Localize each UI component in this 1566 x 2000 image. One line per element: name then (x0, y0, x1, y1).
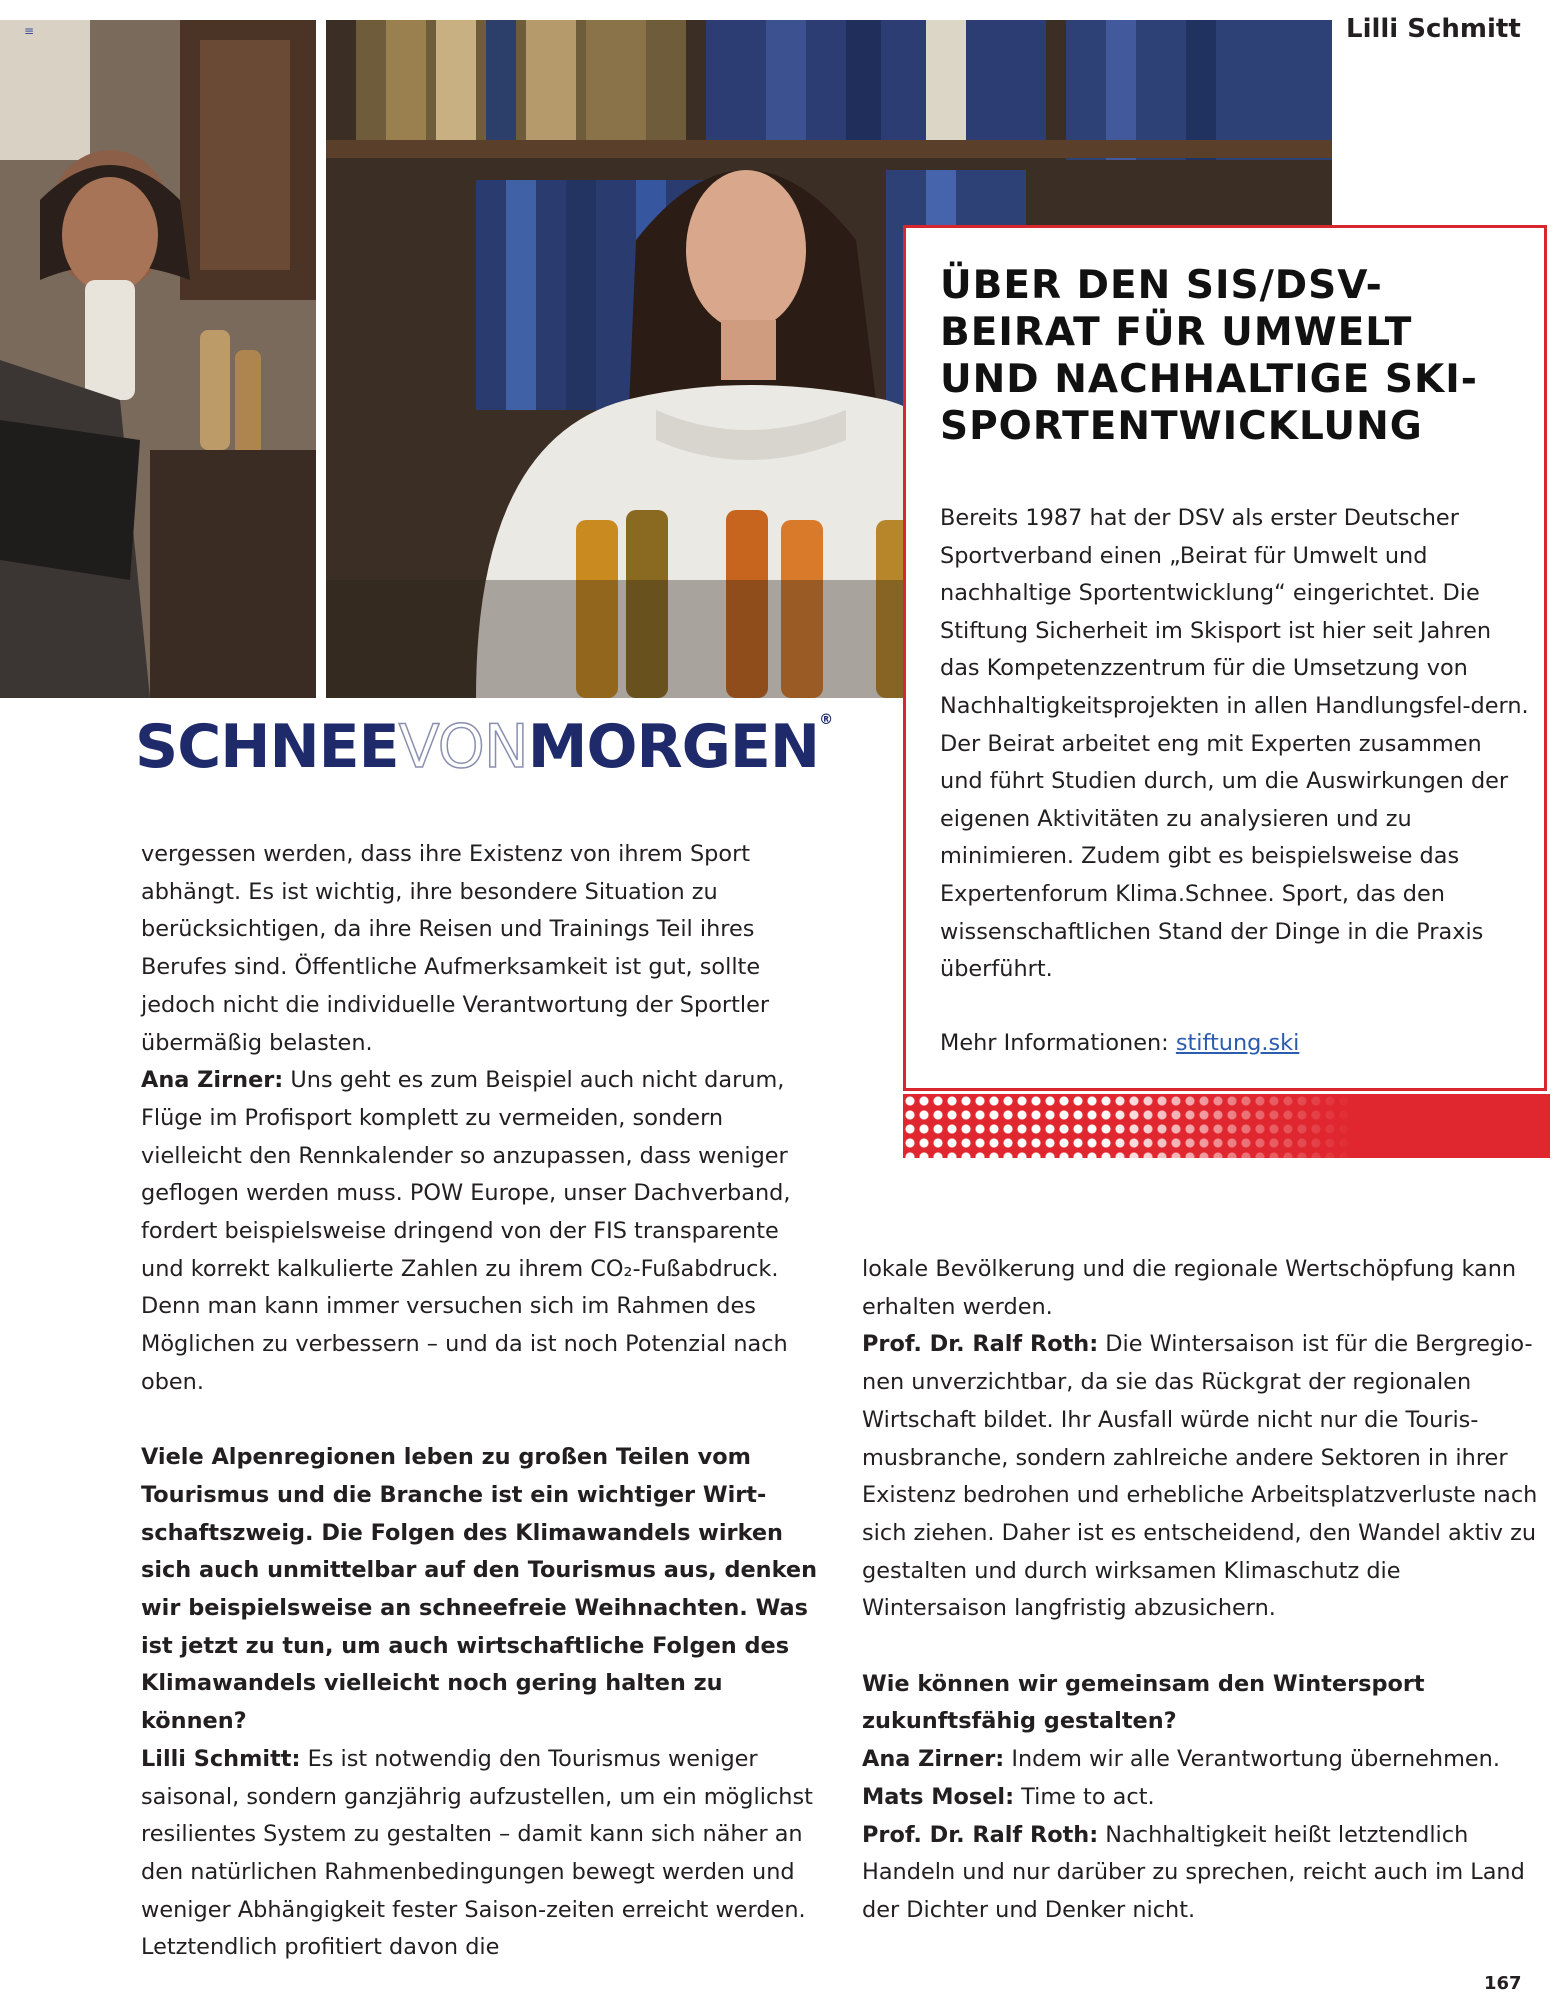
more-info-label: Mehr Informationen: (940, 1030, 1169, 1056)
more-info-link[interactable]: stiftung.ski (1175, 1030, 1300, 1056)
logo-part-von: VON (398, 712, 528, 782)
speaker-name: Prof. Dr. Ralf Roth: (862, 1821, 1099, 1848)
answer-text: Nachhaltigkeit heißt letztendlich Handeln und nur darüber zu sprechen, reicht auch im Land der Dichter und Denker nicht. (862, 1821, 1525, 1923)
answer-text: Indem wir alle Verantwortung übernehmen. (1004, 1746, 1500, 1773)
right-answer-3 (862, 1817, 1542, 1930)
left-column (141, 836, 821, 1967)
speaker-name: Prof. Dr. Ralf Roth: (862, 1331, 1099, 1358)
info-box-body: Bereits 1987 hat der DSV als erster Deutscher Sportverband einen „Beirat für Umwelt und nachhaltige Sportentwicklung“ eingerichtet. Die Stiftung Sicherheit im Skisport ist hier seit Jahren das Kompetenzzentrum für die Umsetzung von Nachhaltigkeitsprojekten in allen Handlungsfel-dern. Der Beirat arbeitet eng mit Experten zusammen und führt Studien durch, um die Auswirkungen der eigenen Aktivitäten zu analysieren und zu minimieren. Zudem gibt es beispielsweise das Expertenforum Klima.Schnee. Sport, das den wissenschaftlichen Stand der Dinge in die Praxis überführt. (940, 505, 1529, 983)
left-paragraph-1: vergessen werden, dass ihre Existenz von ihrem Sport abhängt. Es ist wichtig, ihre besondere Situation zu berücksichtigen, da ihre Reisen und Trainings Teil ihres Berufes sind. Öffentliche Aufmerksamkeit ist gut, sollte jedoch nicht die individuelle Verantwortung der Sportler übermäßig belasten. (141, 841, 770, 1056)
logo-part-morgen: MORGEN (527, 712, 820, 782)
left-paragraph-2 (141, 1062, 821, 1401)
answer-text: Time to act. (1014, 1783, 1155, 1810)
photo-caption-name: Lilli Schmitt (1346, 14, 1521, 44)
left-paragraph-3 (141, 1741, 821, 1967)
interview-question: Wie können wir gemeinsam den Wintersport zukunftsfähig gestalten? (862, 1670, 1425, 1735)
speaker-name: Ana Zirner: (141, 1067, 284, 1094)
right-column (862, 1251, 1542, 1930)
right-paragraph-2 (862, 1326, 1542, 1628)
info-box-title: ÜBER DEN SIS/DSV-BEIRAT FÜR UMWELT UND NACHHALTIGE SKI-SPORTENTWICKLUNG (940, 263, 1478, 449)
answer-text: Die Wintersaison ist für die Bergregio-nen unverzichtbar, da sie das Rückgrat der regionalen Wirtschaft bildet. Ihr Ausfall würde nicht nur die Touris-musbranche, sondern zahlreiche andere Sektoren in ihrer Existenz bedrohen und erhebliche Arbeitsplatzverluste nach sich ziehen. Daher ist es entscheidend, den Wandel aktiv zu gestalten und durch wirksamen Klimaschutz die Wintersaison langfristig abzusichern. (862, 1331, 1538, 1622)
right-answer-2 (862, 1779, 1542, 1817)
speaker-name: Lilli Schmitt: (141, 1745, 301, 1772)
halftone-fade (903, 1094, 1550, 1158)
logo-registered-mark: ® (819, 712, 833, 728)
photo-interviewee-left (0, 20, 316, 698)
right-answer-1 (862, 1741, 1542, 1779)
interview-question: Viele Alpenregionen leben zu großen Teilen vom Tourismus und die Branche ist ein wichtiger Wirt-schaftszweig. Die Folgen des Klimawandels wirken sich auch unmittelbar auf den Tourismus aus, denken wir beispielsweise an schneefreie Weihnachten. Was ist jetzt zu tun, um auch wirtschaftliche Folgen des Klimawandels vielleicht noch gering halten zu können? (141, 1444, 818, 1735)
logo-part-schnee: SCHNEE (135, 712, 399, 782)
answer-text: Uns geht es zum Beispiel auch nicht darum, Flüge im Profisport komplett zu vermeiden, sondern vielleicht den Rennkalender so anzupassen, dass weniger geflogen werden muss. POW Europe, unser Dachverband, fordert beispielsweise dringend von der FIS transparente und korrekt kalkulierte Zahlen zu ihrem CO₂-Fußabdruck. Denn man kann immer versuchen sich im Rahmen des Möglichen zu verbessern – und da ist noch Potenzial nach oben. (141, 1067, 791, 1395)
answer-text: Es ist notwendig den Tourismus weniger saisonal, sondern ganzjährig aufzustellen, um ein möglichst resilientes System zu gestalten – damit kann sich näher an den natürlichen Rahmenbedingungen bewegt werden und weniger Abhängigkeit fester Saison-zeiten erreicht werden. Letztendlich profitiert davon die (141, 1745, 813, 1961)
photo-left-illustration (0, 20, 316, 698)
page-number: 167 (1484, 1973, 1522, 1994)
info-box-more (940, 1025, 1299, 1062)
flag-mark: ≡ (24, 24, 35, 38)
right-paragraph-1: lokale Bevölkerung und die regionale Wertschöpfung kann erhalten werden. (862, 1256, 1517, 1320)
schnee-von-morgen-logo (135, 712, 832, 782)
speaker-name: Ana Zirner: (862, 1746, 1005, 1773)
speaker-name: Mats Mosel: (862, 1783, 1015, 1810)
